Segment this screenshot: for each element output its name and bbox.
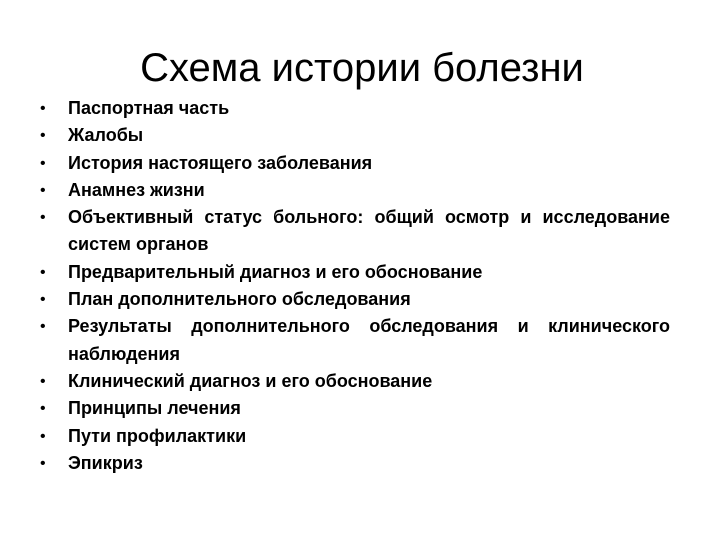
list-item — [40, 395, 670, 422]
bullet-icon: • — [40, 209, 46, 227]
list-item — [40, 122, 670, 149]
list-item — [40, 259, 670, 286]
bullet-list — [40, 95, 670, 477]
list-item-text: Принципы лечения — [68, 398, 241, 419]
list-item — [40, 150, 670, 177]
list-item-text: Паспортная часть — [68, 98, 230, 118]
bullet-icon: • — [40, 372, 46, 390]
bullet-icon: • — [40, 181, 46, 199]
list-item — [40, 368, 670, 395]
bullet-icon: • — [40, 127, 46, 145]
slide-title: Схема истории болезни — [140, 46, 584, 90]
list-item-text: Объективный статус больного: общий осмотр и исследование систем органов — [68, 207, 670, 255]
bullet-icon: • — [40, 100, 46, 117]
list-item-text: План дополнительного обследования — [68, 289, 411, 310]
list-item — [40, 95, 670, 122]
list-item-text: Эпикриз — [68, 452, 143, 473]
list-item-text: Результаты дополнительного обследования и клинического наблюдения — [68, 316, 670, 364]
bullet-icon: • — [40, 318, 46, 336]
bullet-icon: • — [40, 263, 46, 281]
list-item-text: Пути профилактики — [68, 425, 247, 446]
list-item-text: Анамнез жизни — [68, 179, 205, 200]
list-item — [40, 423, 670, 450]
list-item-text: Жалобы — [68, 125, 144, 146]
list-item-text: История настоящего заболевания — [68, 152, 373, 173]
list-item-text: Клинический диагноз и его обоснование — [68, 370, 433, 391]
bullet-icon: • — [40, 427, 46, 445]
list-item — [40, 204, 670, 259]
bullet-icon: • — [40, 291, 46, 309]
bullet-icon: • — [40, 400, 46, 418]
list-item-text: Предварительный диагноз и его обоснование — [68, 261, 483, 282]
list-item — [40, 177, 670, 204]
list-item — [40, 450, 670, 477]
list-item — [40, 313, 670, 368]
bullet-icon: • — [40, 154, 46, 172]
list-item — [40, 286, 670, 313]
bullet-icon: • — [40, 454, 46, 472]
